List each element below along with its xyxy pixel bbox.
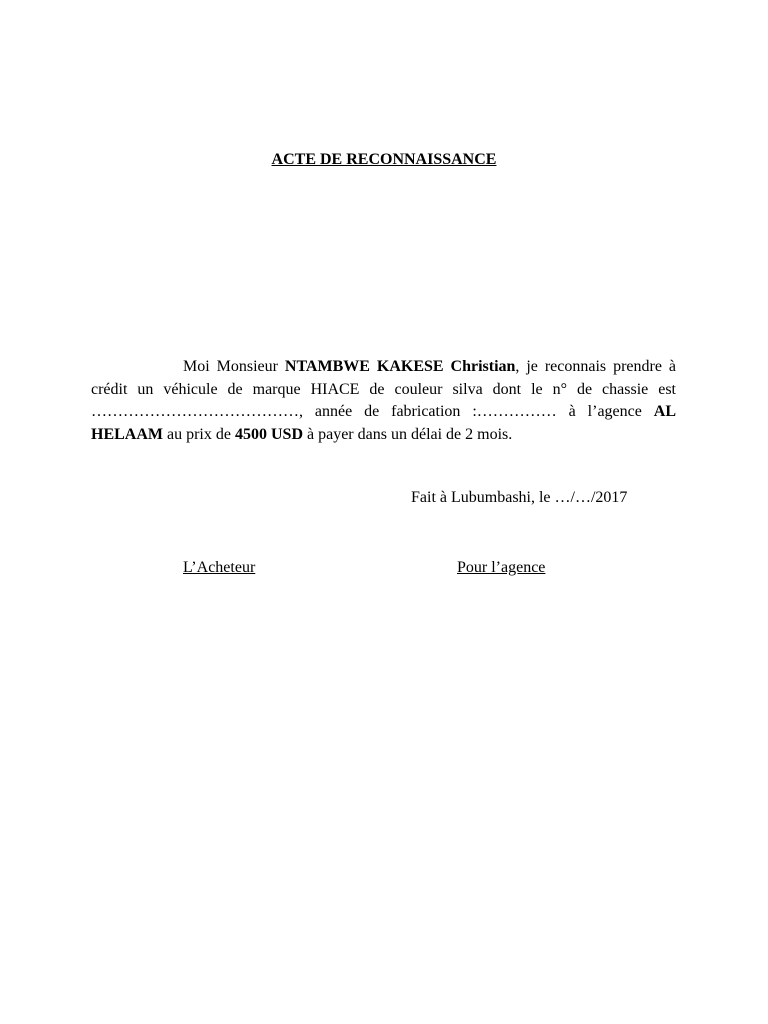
buyer-signature-label: L’Acheteur (183, 559, 256, 576)
paragraph-text-4: à payer dans un délai de 2 mois. (303, 425, 513, 443)
acknowledgement-paragraph (91, 356, 676, 446)
document-title: ACTE DE RECONNAISSANCE (271, 151, 497, 168)
place-and-date: Fait à Lubumbashi, le …/…/2017 (411, 489, 628, 506)
price-amount: 4500 USD (234, 425, 303, 443)
person-name: NTAMBWE KAKESE Christian (284, 358, 516, 375)
paragraph-text-3: au prix de (163, 425, 235, 443)
paragraph-text-2: , je reconnais prendre à crédit un véhicule de marque HIACE de couleur silva dont le n° de chassie est …………………………………, année de fabrication :…………… à l’agence (91, 358, 676, 420)
paragraph-text-1: Moi Monsieur (183, 358, 285, 375)
agency-name: AL HELAAM (91, 403, 676, 443)
agency-signature-label: Pour l’agence (457, 559, 546, 576)
